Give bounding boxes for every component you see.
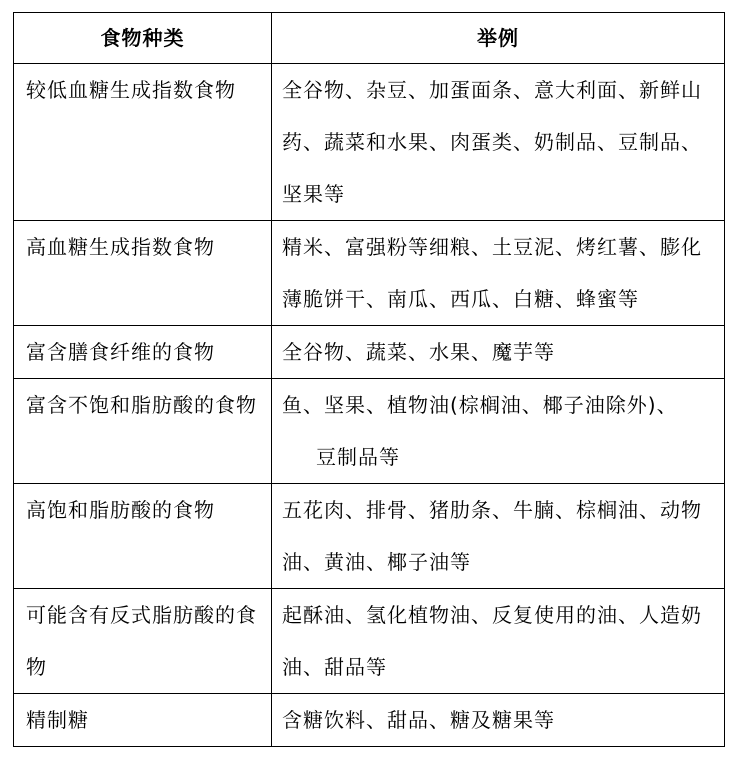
- examples-cell: 五花肉、排骨、猪肋条、牛腩、棕榈油、动物油、黄油、椰子油等: [272, 484, 725, 589]
- category-cell: 高饱和脂肪酸的食物: [14, 484, 272, 589]
- table-row: [14, 379, 725, 484]
- examples-line: 鱼、坚果、植物油(棕榈油、椰子油除外)、: [282, 393, 678, 417]
- examples-cell: 起酥油、氢化植物油、反复使用的油、人造奶油、甜品等: [272, 589, 725, 694]
- table-row: [14, 589, 725, 694]
- examples-line-indented: 豆制品等: [316, 445, 400, 469]
- examples-cell: 精米、富强粉等细粮、土豆泥、烤红薯、膨化薄脆饼干、南瓜、西瓜、白糖、蜂蜜等: [272, 221, 725, 326]
- table-row: [14, 484, 725, 589]
- table-header-row: [14, 13, 725, 64]
- header-examples: 举例: [272, 13, 725, 64]
- examples-cell: 含糖饮料、甜品、糖及糖果等: [272, 694, 725, 747]
- examples-cell: [272, 379, 725, 484]
- table-row: [14, 221, 725, 326]
- category-cell: 富含不饱和脂肪酸的食物: [14, 379, 272, 484]
- category-cell: 精制糖: [14, 694, 272, 747]
- header-food-category: 食物种类: [14, 13, 272, 64]
- food-classification-table: [13, 12, 725, 747]
- table-row: [14, 326, 725, 379]
- category-cell: 可能含有反式脂肪酸的食物: [14, 589, 272, 694]
- category-cell: 较低血糖生成指数食物: [14, 64, 272, 221]
- examples-cell: 全谷物、蔬菜、水果、魔芋等: [272, 326, 725, 379]
- category-cell: 富含膳食纤维的食物: [14, 326, 272, 379]
- category-cell: 高血糖生成指数食物: [14, 221, 272, 326]
- examples-cell: 全谷物、杂豆、加蛋面条、意大利面、新鲜山药、蔬菜和水果、肉蛋类、奶制品、豆制品、坚果等: [272, 64, 725, 221]
- table-row: [14, 64, 725, 221]
- table-row: [14, 694, 725, 747]
